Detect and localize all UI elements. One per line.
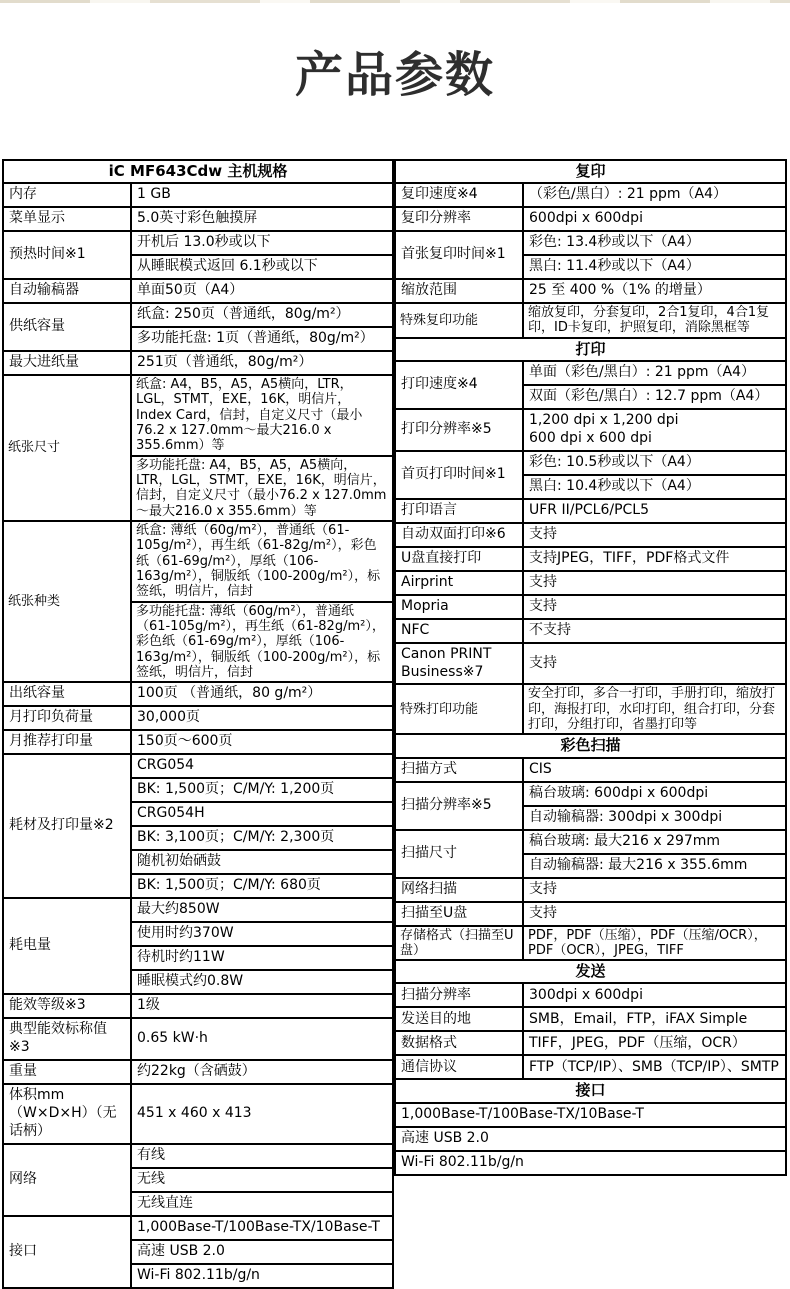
spec-value: 使用时约370W [131,922,393,946]
spec-value: Wi-Fi 802.11b/g/n [131,1264,393,1288]
spec-value: SMB，Email，FTP，iFAX Simple [523,1007,786,1031]
spec-value: 稿台玻璃: 600dpi x 600dpi [523,782,786,806]
spec-value: 600dpi x 600dpi [523,207,786,231]
spec-value: 451 x 460 x 413 [131,1084,393,1144]
spec-value: 纸盒: 250页（普通纸，80g/m²） [131,303,393,327]
spec-value: 5.0英寸彩色触摸屏 [131,207,393,231]
spec-value: 自动输稿器: 300dpi x 300dpi [523,806,786,830]
spec-label: 供纸容量 [3,303,131,351]
spec-value: 高速 USB 2.0 [131,1240,393,1264]
spec-label: Airprint [395,571,523,595]
spec-label: 特殊复印功能 [395,303,523,338]
spec-value: 150页～600页 [131,730,393,754]
spec-value: TIFF，JPEG，PDF（压缩，OCR） [523,1031,786,1055]
spec-value: BK: 1,500页；C/M/Y: 680页 [131,874,393,898]
spec-label: 打印分辨率※5 [395,409,523,451]
spec-value: 支持 [523,902,786,926]
spec-value: 251页（普通纸，80g/m²） [131,351,393,375]
spec-value: 无线 [131,1168,393,1192]
spec-label: 预热时间※1 [3,231,131,279]
spec-value: BK: 3,100页；C/M/Y: 2,300页 [131,826,393,850]
spec-value: 支持 [523,571,786,595]
spec-label: 复印速度※4 [395,183,523,207]
spec-value: 1,000Base-T/100Base-TX/10Base-T [131,1216,393,1240]
spec-value: 约22kg（含硒鼓） [131,1060,393,1084]
spec-value: 从睡眠模式返回 6.1秒或以下 [131,255,393,279]
spec-value: 30,000页 [131,706,393,730]
spec-value: 支持 [523,643,786,685]
spec-label: 耗电量 [3,898,131,994]
spec-value: 纸盒: A4，B5，A5，A5横向，LTR，LGL，STMT，EXE，16K，明信片， Index Card，信封，自定义尺寸（最小76.2 x 127.0mm～最大216.0 x 355.6mm）等 [131,375,393,456]
spec-value: CRG054 [131,754,393,778]
section-header: 接口 [395,1079,786,1102]
spec-value: 多功能托盘: 1页（普通纸，80g/m²） [131,327,393,351]
spec-label: 体积mm （W×D×H）（无话柄） [3,1084,131,1144]
section-header: 彩色扫描 [395,734,786,757]
spec-value: PDF，PDF（压缩），PDF（压缩/OCR），PDF（OCR），JPEG，TIFF [523,926,786,961]
spec-label: 耗材及打印量※2 [3,754,131,898]
section-header: 发送 [395,960,786,983]
spec-label: 出纸容量 [3,682,131,706]
spec-value: 1,200 dpi x 1,200 dpi 600 dpi x 600 dpi [523,409,786,451]
spec-value: 无线直连 [131,1192,393,1216]
spec-value: 开机后 13.0秒或以下 [131,231,393,255]
spec-value: 支持 [523,595,786,619]
right-table [394,159,787,1176]
spec-value: 有线 [131,1144,393,1168]
spec-value: 1 GB [131,183,393,207]
spec-value: 双面（彩色/黑白）: 12.7 ppm（A4） [523,385,786,409]
spec-value: 支持JPEG，TIFF，PDF格式文件 [523,547,786,571]
section-header: 复印 [395,160,786,183]
top-edge-strip [0,0,790,3]
spec-value: CIS [523,758,786,782]
spec-value: 多功能托盘: A4，B5，A5，A5横向，LTR，LGL，STMT，EXE，16K，明信片，信封，自定义尺寸（最小76.2 x 127.0mm～最大216.0 x 355.6mm）等 [131,456,393,521]
section-header: iC MF643Cdw 主机规格 [3,160,393,183]
spec-label: 扫描尺寸 [395,830,523,878]
spec-value: 缩放复印，分套复印，2合1复印，4合1复印，ID卡复印，护照复印，消除黑框等 [523,303,786,338]
spec-value: 随机初始硒鼓 [131,850,393,874]
spec-value: 待机时约11W [131,946,393,970]
spec-label: 扫描分辨率 [395,983,523,1007]
page-title: 产品参数 [294,47,495,103]
spec-label: 自动输稿器 [3,279,131,303]
spec-label: 首张复印时间※1 [395,231,523,279]
spec-value: 单面50页（A4） [131,279,393,303]
spec-value: 不支持 [523,619,786,643]
spec-value: 多功能托盘: 薄纸（60g/m²），普通纸（61-105g/m²），再生纸（61-82g/m²），彩色纸（61-69g/m²），厚纸（106-163g/m²），铜版纸（100-200g/m²），标签纸，明信片，信封 [131,602,393,683]
spec-value: 100页 （普通纸，80 g/m²） [131,682,393,706]
spec-value: 25 至 400 %（1% 的增量） [523,279,786,303]
spec-value: 支持 [523,878,786,902]
spec-label: 纸张种类 [3,521,131,682]
spec-label: 扫描分辨率※5 [395,782,523,830]
spec-label: 重量 [3,1060,131,1084]
spec-label: 通信协议 [395,1055,523,1079]
spec-value: BK: 1,500页；C/M/Y: 1,200页 [131,778,393,802]
spec-value: 最大约850W [131,898,393,922]
spec-value: 彩色: 13.4秒或以下（A4） [523,231,786,255]
spec-label: 典型能效标称值※3 [3,1018,131,1060]
spec-value: 支持 [523,523,786,547]
spec-label: 缩放范围 [395,279,523,303]
spec-value: 彩色: 10.5秒或以下（A4） [523,451,786,475]
spec-value: UFR II/PCL6/PCL5 [523,499,786,523]
spec-label: 发送目的地 [395,1007,523,1031]
spec-label: 自动双面打印※6 [395,523,523,547]
spec-label: 首页打印时间※1 [395,451,523,499]
spec-label: 最大进纸量 [3,351,131,375]
function-spec-table-mount [394,159,787,1176]
spec-label: 特殊打印功能 [395,684,523,734]
main-unit-spec-table-mount [2,159,394,1289]
spec-value: 0.65 kW·h [131,1018,393,1060]
spec-label: Canon PRINT Business※7 [395,643,523,685]
spec-value: 1级 [131,994,393,1018]
spec-value: 稿台玻璃: 最大216 x 297mm [523,830,786,854]
spec-value: 单面（彩色/黑白）: 21 ppm（A4） [523,361,786,385]
spec-label: 复印分辨率 [395,207,523,231]
spec-value: 黑白: 11.4秒或以下（A4） [523,255,786,279]
spec-value: （彩色/黑白）: 21 ppm（A4） [523,183,786,207]
left-table [2,159,394,1289]
spec-label: 网络扫描 [395,878,523,902]
spec-value: 睡眠模式约0.8W [131,970,393,994]
spec-value: 300dpi x 600dpi [523,983,786,1007]
spec-value: CRG054H [131,802,393,826]
spec-value: 纸盒: 薄纸（60g/m²），普通纸（61-105g/m²），再生纸（61-82g/m²），彩色纸（61-69g/m²），厚纸（106-163g/m²），铜版纸（100-200g/m²），标签纸，明信片，信封 [131,521,393,602]
spec-label: 打印语言 [395,499,523,523]
section-header: 打印 [395,338,786,361]
spec-label: 数据格式 [395,1031,523,1055]
spec-label: 打印速度※4 [395,361,523,409]
spec-label: 菜单显示 [3,207,131,231]
spec-label: 内存 [3,183,131,207]
spec-label: 存储格式（扫描至U盘） [395,926,523,961]
spec-tables [2,159,790,1289]
spec-value: 1,000Base-T/100Base-TX/10Base-T [395,1103,786,1127]
spec-value: FTP（TCP/IP）、SMB（TCP/IP）、SMTP [523,1055,786,1079]
spec-label: U盘直接打印 [395,547,523,571]
spec-value: 黑白: 10.4秒或以下（A4） [523,475,786,499]
spec-value: 安全打印，多合一打印，手册打印，缩放打印，海报打印，水印打印，组合打印，分套打印，分组打印，省墨打印等 [523,684,786,734]
spec-label: 网络 [3,1144,131,1216]
spec-label: Mopria [395,595,523,619]
spec-label: 月打印负荷量 [3,706,131,730]
spec-value: 高速 USB 2.0 [395,1127,786,1151]
spec-label: 月推荐打印量 [3,730,131,754]
spec-label: 接口 [3,1216,131,1288]
spec-label: 扫描至U盘 [395,902,523,926]
spec-value: 自动输稿器: 最大216 x 355.6mm [523,854,786,878]
spec-label: 能效等级※3 [3,994,131,1018]
spec-label: 扫描方式 [395,758,523,782]
spec-label: 纸张尺寸 [3,375,131,521]
spec-label: NFC [395,619,523,643]
spec-value: Wi-Fi 802.11b/g/n [395,1151,786,1175]
